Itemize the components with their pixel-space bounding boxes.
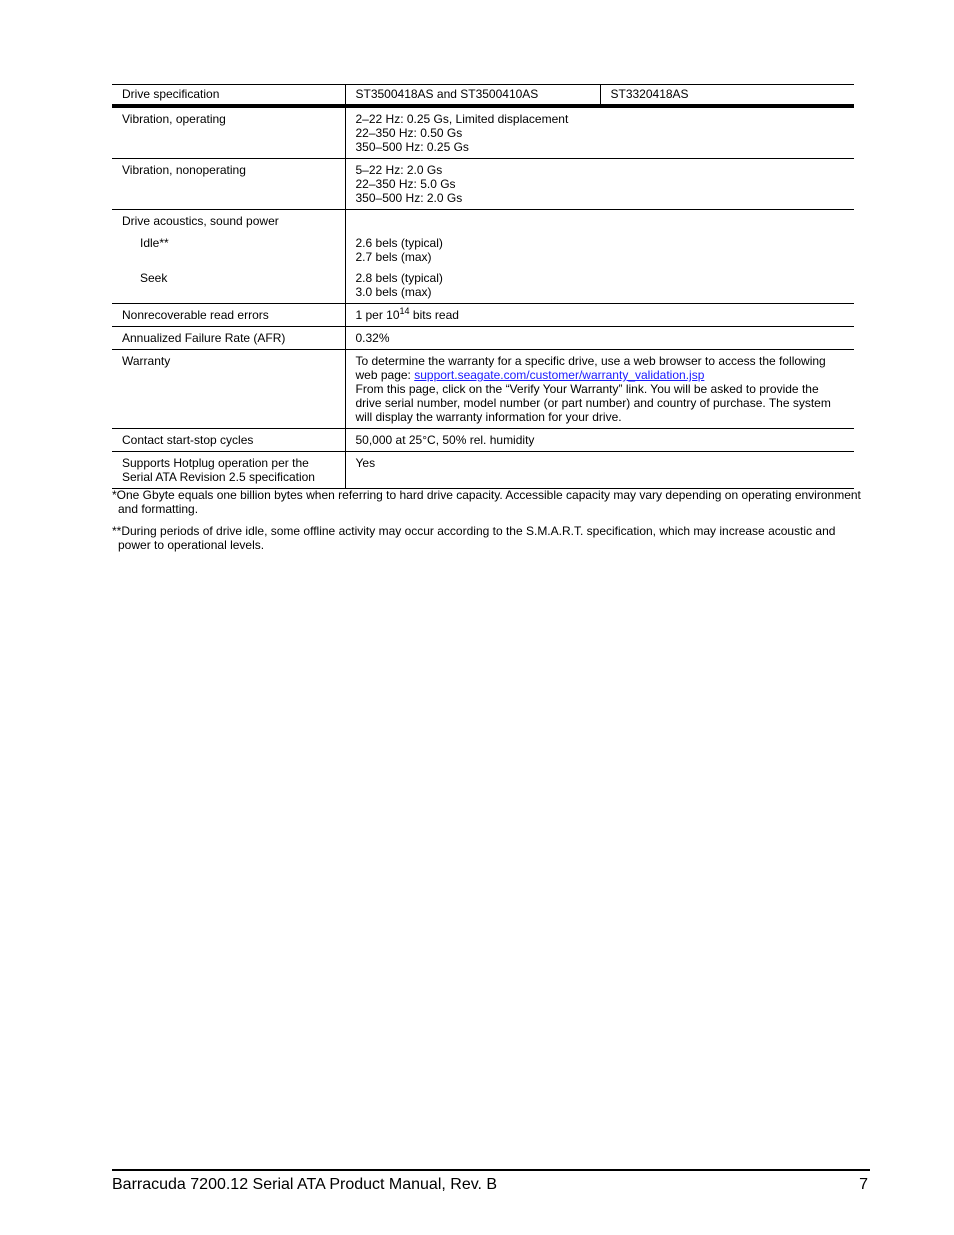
seek-label: Seek [140, 271, 168, 285]
warranty-link[interactable]: support.seagate.com/customer/warranty_validation.jsp [414, 368, 705, 382]
row-value: Yes [345, 452, 854, 489]
row-label: Annualized Failure Rate (AFR) [112, 327, 345, 350]
row-value [345, 210, 854, 304]
value-line: 350–500 Hz: 2.0 Gs [355, 191, 463, 205]
value-line: 2–22 Hz: 0.25 Gs, Limited displacement [355, 112, 569, 126]
table-row-hotplug [112, 452, 854, 489]
footer-manual-title: Barracuda 7200.12 Serial ATA Product Manual, Rev. B [112, 1176, 498, 1193]
row-label [112, 452, 345, 489]
table-row-acoustics [112, 210, 854, 304]
row-label [112, 210, 345, 304]
row-label: Warranty [112, 350, 345, 429]
table-header-row [112, 85, 854, 107]
row-label: Vibration, nonoperating [112, 159, 345, 210]
value-line: 22–350 Hz: 0.50 Gs [355, 126, 463, 140]
table-row-warranty [112, 350, 854, 429]
row-value [345, 304, 854, 327]
acoustics-label: Drive acoustics, sound power [122, 214, 279, 228]
hotplug-label-line: Serial ATA Revision 2.5 specification [122, 470, 315, 484]
row-value [345, 106, 854, 159]
table-row-read-errors [112, 304, 854, 327]
drive-specification-table [112, 84, 854, 489]
value-line: 350–500 Hz: 0.25 Gs [355, 140, 469, 154]
value-line: 22–350 Hz: 5.0 Gs [355, 177, 456, 191]
idle-value-line: 2.6 bels (typical) [355, 236, 443, 250]
header-cell-spec: Drive specification [112, 85, 345, 107]
hotplug-label-line: Supports Hotplug operation per the [122, 456, 309, 470]
warranty-text-after: From this page, click on the “Verify Your Warranty” link. You will be asked to provide the drive serial number, model number (or part number) and country of purchase. The system will display the warranty information for your drive. [355, 382, 831, 424]
row-value [345, 350, 854, 429]
footer-divider [112, 1169, 870, 1171]
header-cell-model-b: ST3320418AS [600, 85, 854, 107]
read-errors-prefix: 1 per 10 [355, 308, 400, 322]
table-row-vibration-nonoperating [112, 159, 854, 210]
footnote-idle: **During periods of drive idle, some offline activity may occur according to the S.M.A.R.T. specification, which may increase acoustic and power to operational levels. [112, 524, 836, 552]
table-row-start-stop [112, 429, 854, 452]
read-errors-suffix: bits read [409, 308, 459, 322]
table-row-vibration-operating [112, 106, 854, 159]
seek-value-line: 2.8 bels (typical) [355, 271, 443, 285]
value-line: 5–22 Hz: 2.0 Gs [355, 163, 443, 177]
idle-label: Idle** [140, 236, 169, 250]
footnotes [112, 488, 870, 560]
row-value: 50,000 at 25°C, 50% rel. humidity [345, 429, 854, 452]
warranty-text-before: To determine the warranty for a specific drive, use a web browser to access the following web page: [355, 354, 826, 382]
row-label: Nonrecoverable read errors [112, 304, 345, 327]
row-label: Vibration, operating [112, 106, 345, 159]
table-row-afr [112, 327, 854, 350]
footnote-gbyte: *One Gbyte equals one billion bytes when referring to hard drive capacity. Accessible capacity may vary depending on operating environment and formatting. [112, 488, 861, 516]
read-errors-exponent: 14 [399, 306, 410, 316]
row-label: Contact start-stop cycles [112, 429, 345, 452]
row-value: 0.32% [345, 327, 854, 350]
idle-value-line: 2.7 bels (max) [355, 250, 432, 264]
row-value [345, 159, 854, 210]
footer-page-number: 7 [859, 1176, 868, 1193]
seek-value-line: 3.0 bels (max) [355, 285, 432, 299]
header-cell-model-a: ST3500418AS and ST3500410AS [345, 85, 600, 107]
